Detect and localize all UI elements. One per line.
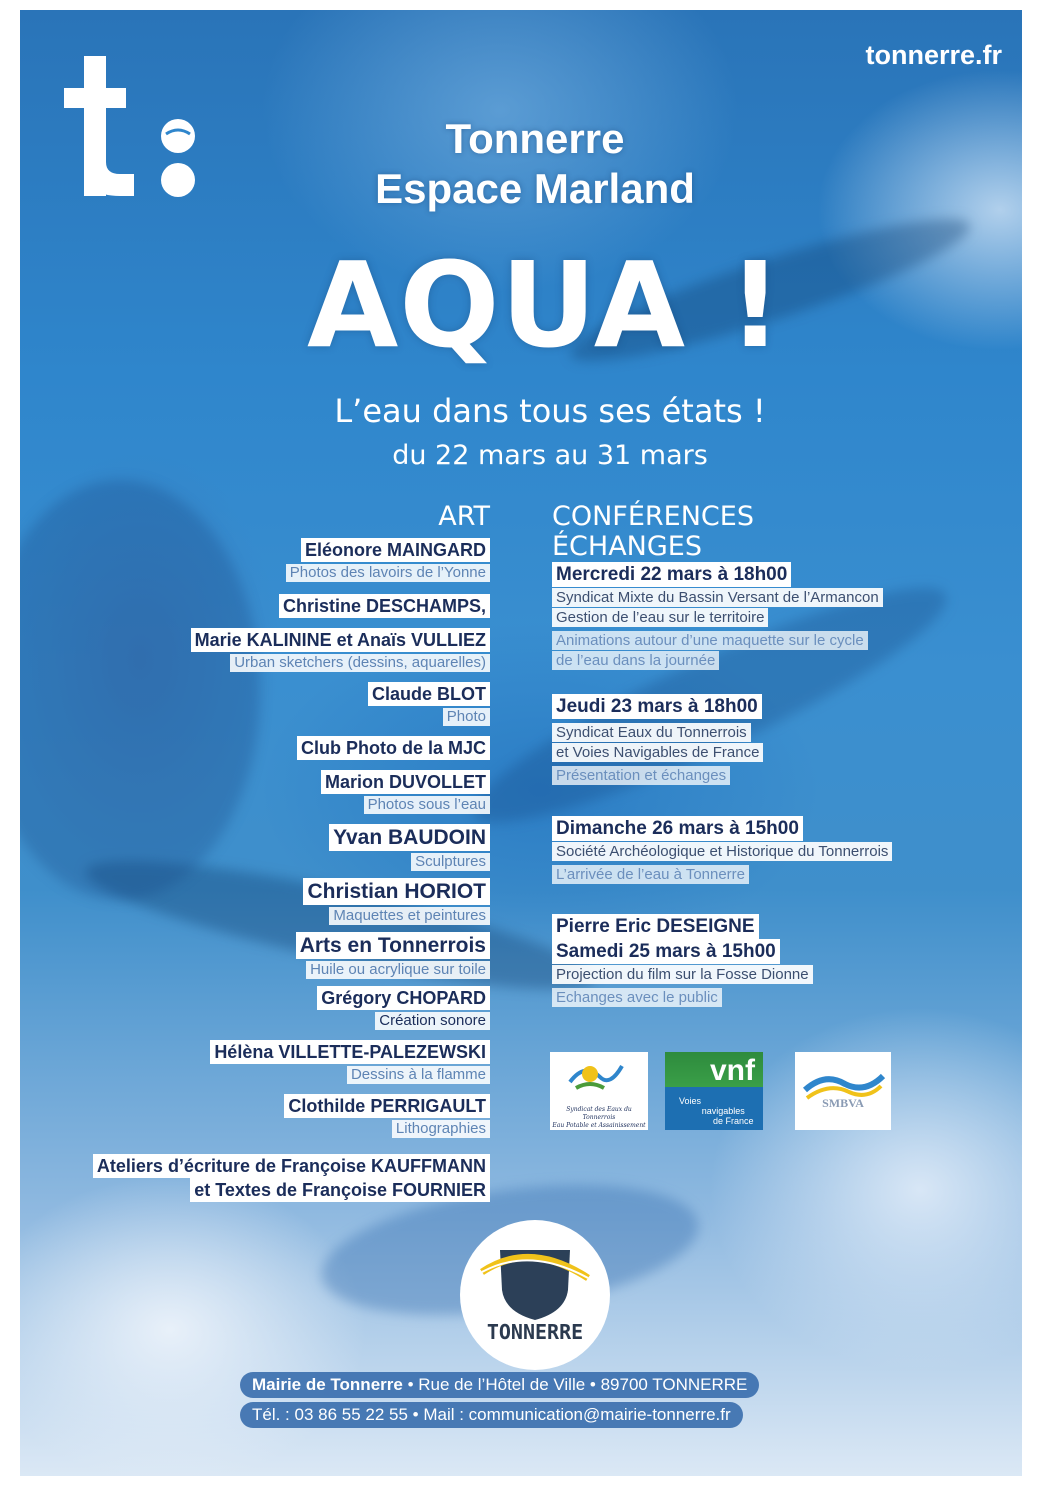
footer-address-rest: • Rue de l’Hôtel de Ville • 89700 TONNERRE	[402, 1375, 748, 1394]
smbva-brand: SMBVA	[822, 1096, 864, 1110]
artist-name: Marion DUVOLLET	[321, 770, 490, 794]
venue-city: Tonnerre	[445, 115, 625, 162]
artist-desc: Photo	[443, 708, 490, 726]
syndicat-eaux-icon	[550, 1052, 648, 1102]
event-desc: de l’eau dans la journée	[552, 651, 719, 670]
event-org: Projection du film sur la Fosse Dionne	[552, 965, 813, 984]
artist-desc: Création sonore	[375, 1012, 490, 1030]
conferences-heading-line2: ÉCHANGES	[552, 531, 703, 562]
partner-caption-line: navigables	[701, 1106, 745, 1116]
event-speaker: Pierre Eric DESEIGNE	[552, 914, 759, 939]
art-item	[20, 682, 490, 728]
artist-name: Hélèna VILLETTE-PALEZEWSKI	[210, 1040, 490, 1064]
event-desc: Animations autour d’une maquette sur le cycle	[552, 631, 868, 650]
art-item	[20, 770, 490, 816]
footer-contact[interactable]: Tél. : 03 86 55 22 55 • Mail : communication@mairie-tonnerre.fr	[240, 1402, 743, 1428]
conferences-heading-line1: CONFÉRENCES	[552, 501, 754, 532]
artist-name: Club Photo de la MJC	[297, 736, 490, 760]
art-item	[20, 986, 490, 1032]
event-org: Syndicat Mixte du Bassin Versant de l’Armancon	[552, 588, 883, 607]
conference-event	[552, 816, 992, 884]
artist-name: Claude BLOT	[368, 682, 490, 706]
artist-name: Arts en Tonnerrois	[296, 932, 490, 959]
artist-name: Grégory CHOPARD	[317, 986, 490, 1010]
event-org: Société Archéologique et Historique du Tonnerrois	[552, 842, 892, 861]
footer-address	[240, 1372, 759, 1398]
ateliers-line: Ateliers d’écriture de Françoise KAUFFMANN	[93, 1154, 490, 1178]
event-org: Gestion de l’eau sur le territoire	[552, 608, 768, 627]
artist-desc: Huile ou acrylique sur toile	[306, 961, 490, 979]
event-date: Jeudi 23 mars à 18h00	[552, 694, 762, 719]
artist-name: Clothilde PERRIGAULT	[284, 1094, 490, 1118]
event-date: Mercredi 22 mars à 18h00	[552, 562, 791, 587]
artist-desc: Urban sketchers (dessins, aquarelles)	[230, 654, 490, 672]
event-date: Samedi 25 mars à 15h00	[552, 939, 780, 964]
footer-mairie: Mairie de Tonnerre	[252, 1375, 403, 1394]
event-dates: du 22 mars au 31 mars	[392, 440, 708, 471]
emblem-name: TONNERRE	[486, 1320, 584, 1344]
artist-desc: Sculptures	[411, 853, 490, 871]
event-subtitle: L’eau dans tous ses états !	[334, 392, 766, 430]
venue-name: Espace Marland	[375, 165, 695, 212]
event-desc: L’arrivée de l’eau à Tonnerre	[552, 865, 749, 884]
ateliers-item	[20, 1154, 490, 1202]
art-heading: ART	[438, 501, 490, 532]
artist-desc: Photos des lavoirs de l’Yonne	[286, 564, 490, 582]
partner-caption-line: de France	[713, 1116, 754, 1126]
event-date: Dimanche 26 mars à 15h00	[552, 816, 803, 841]
art-item	[20, 628, 490, 674]
shield-icon	[460, 1220, 610, 1370]
partner-caption-line: Voies	[679, 1096, 702, 1106]
art-item	[20, 878, 490, 924]
partner-logo-smbva	[795, 1052, 891, 1130]
smbva-icon	[795, 1052, 891, 1130]
art-list	[20, 538, 490, 1202]
artist-name: Eléonore MAINGARD	[301, 538, 490, 562]
art-item	[20, 1094, 490, 1140]
art-item	[20, 736, 490, 766]
partner-logo-syndicat-eaux	[550, 1052, 648, 1130]
site-url[interactable]: tonnerre.fr	[865, 40, 1002, 70]
conference-event	[552, 562, 992, 670]
vnf-brand: vnf	[710, 1054, 755, 1087]
partner-logo-vnf	[665, 1052, 763, 1130]
partner-caption-line: Eau Potable et Assainissement	[552, 1122, 646, 1129]
art-item	[20, 824, 490, 870]
art-item	[20, 538, 490, 584]
event-org: et Voies Navigables de France	[552, 743, 763, 762]
art-item	[20, 932, 490, 978]
artist-name: Christine DESCHAMPS,	[279, 594, 490, 618]
art-item	[20, 594, 490, 624]
artist-desc: Dessins à la flamme	[347, 1066, 490, 1084]
partner-caption	[679, 1096, 754, 1126]
tonnerre-emblem	[460, 1220, 610, 1370]
event-desc: Présentation et échanges	[552, 766, 730, 785]
tonnerre-logo-icon	[60, 46, 210, 206]
artist-desc: Photos sous l’eau	[364, 796, 490, 814]
artist-name: Christian HORIOT	[303, 878, 490, 905]
artist-name: Yvan BAUDOIN	[329, 824, 490, 851]
artist-desc: Maquettes et peintures	[329, 907, 490, 925]
poster	[20, 10, 1022, 1476]
conference-event	[552, 914, 992, 1007]
art-item	[20, 1040, 490, 1086]
event-title: AQUA !	[306, 236, 784, 374]
partner-caption-line: Syndicat des Eaux du Tonnerrois	[566, 1106, 632, 1121]
conferences-heading	[552, 502, 754, 562]
conference-event	[552, 694, 992, 785]
artist-desc: Lithographies	[392, 1120, 490, 1138]
event-org: Syndicat Eaux du Tonnerrois	[552, 723, 751, 742]
event-desc: Echanges avec le public	[552, 988, 722, 1007]
ateliers-line: et Textes de Françoise FOURNIER	[190, 1178, 490, 1202]
artist-name: Marie KALININE et Anaïs VULLIEZ	[191, 628, 490, 652]
partner-caption	[550, 1106, 648, 1130]
